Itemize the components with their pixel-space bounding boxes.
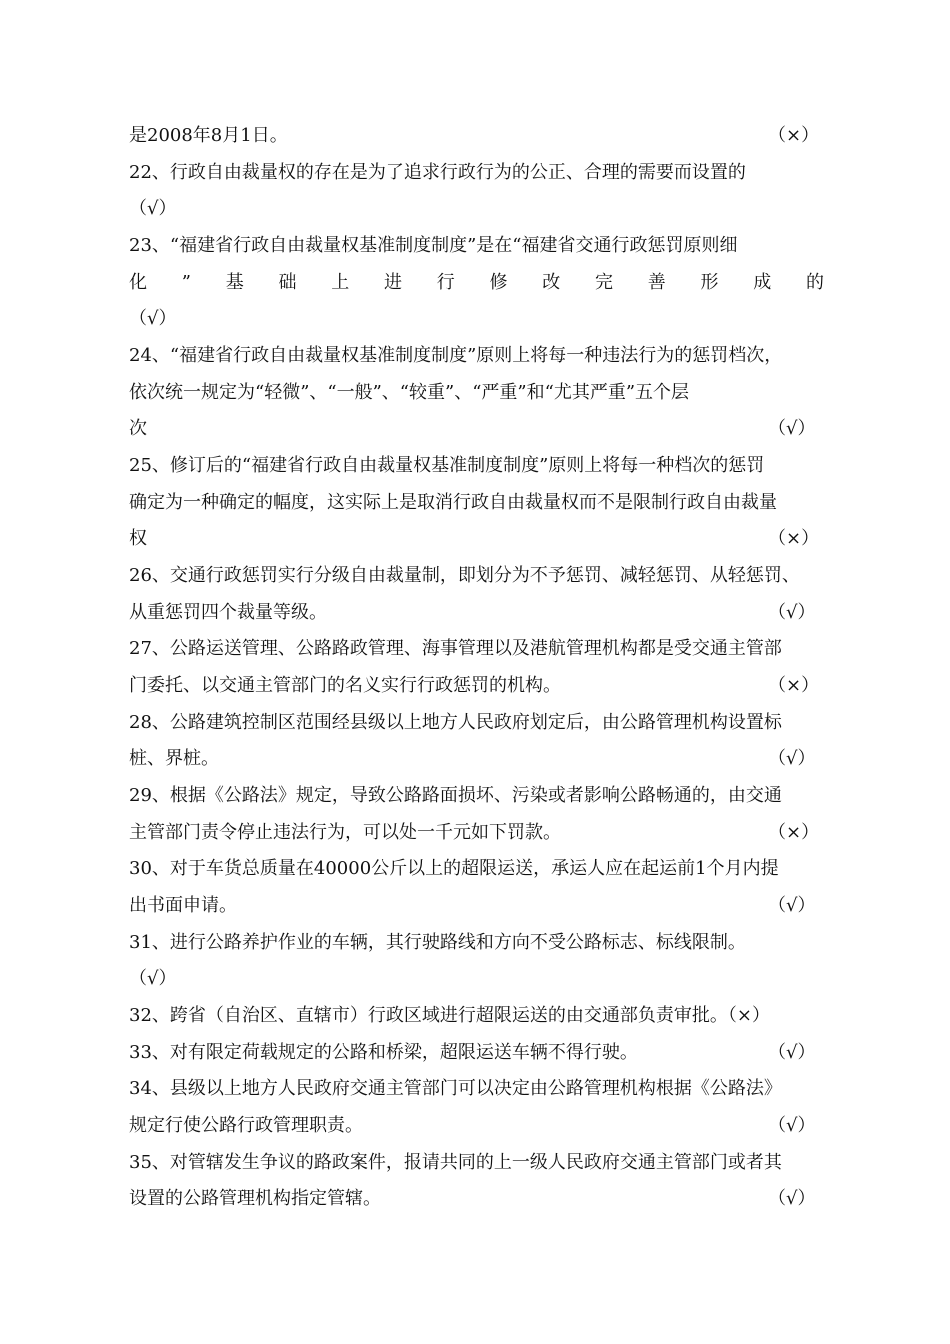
answer-mark: （×） xyxy=(768,822,820,843)
text-line: 桩、界桩。 xyxy=(129,748,219,769)
text-line: 设置的公路管理机构指定管辖。 xyxy=(129,1188,381,1209)
answer-mark: （√） xyxy=(768,1042,816,1063)
text-line: 权 xyxy=(129,528,147,549)
text-line: 门委托、以交通主管部门的名义实行行政惩罚的机构。 xyxy=(129,675,561,696)
answer-mark: （√） xyxy=(768,1188,816,1209)
text-line: 24、“福建省行政自由裁量权基准制度制度”原则上将每一种违法行为的惩罚档次， xyxy=(129,345,783,366)
text-line: 次 xyxy=(129,418,147,439)
answer-mark: （√） xyxy=(768,895,816,916)
text-line: （√） xyxy=(129,308,177,329)
text-line: 28、公路建筑控制区范围经县级以上地方人民政府划定后，由公路管理机构设置标 xyxy=(129,712,782,733)
text-line: 22、行政自由裁量权的存在是为了追求行政行为的公正、合理的需要而设置的 xyxy=(129,162,746,183)
text-line: 主管部门责令停止违法行为，可以处一千元如下罚款。 xyxy=(129,822,561,843)
answer-mark: （√） xyxy=(768,602,816,623)
answer-mark: （×） xyxy=(768,675,820,696)
answer-mark: （×） xyxy=(768,528,820,549)
text-line: 27、公路运送管理、公路路政管理、海事管理以及港航管理机构都是受交通主管部 xyxy=(129,638,782,659)
text-line: 31、进行公路养护作业的车辆，其行驶路线和方向不受公路标志、标线限制。 xyxy=(129,932,746,953)
text-line: 30、对于车货总质量在40000公斤以上的超限运送，承运人应在起运前1个月内提 xyxy=(129,858,779,879)
text-line: 从重惩罚四个裁量等级。 xyxy=(129,602,327,623)
text-line: 出书面申请。 xyxy=(129,895,237,916)
answer-mark: （√） xyxy=(768,1115,816,1136)
text-line: 规定行使公路行政管理职责。 xyxy=(129,1115,363,1136)
text-line-justified: 化 ” 基 础 上 进 行 修 改 完 善 形 成 的 xyxy=(129,272,824,293)
text-line: 25、修订后的“福建省行政自由裁量权基准制度制度”原则上将每一种档次的惩罚 xyxy=(129,455,765,476)
answer-mark: （√） xyxy=(768,418,816,439)
text-line: 26、交通行政惩罚实行分级自由裁量制，即划分为不予惩罚、减轻惩罚、从轻惩罚、 xyxy=(129,565,800,586)
text-line: 23、“福建省行政自由裁量权基准制度制度”是在“福建省交通行政惩罚原则细 xyxy=(129,235,738,256)
text-line: 29、根据《公路法》规定，导致公路路面损坏、污染或者影响公路畅通的，由交通 xyxy=(129,785,782,806)
text-line: （√） xyxy=(129,198,177,219)
text-line: 35、对管辖发生争议的路政案件，报请共同的上一级人民政府交通主管部门或者其 xyxy=(129,1152,782,1173)
text-line: 32、跨省（自治区、直辖市）行政区域进行超限运送的由交通部负责审批。（×） xyxy=(129,1005,770,1026)
text-line: 33、对有限定荷载规定的公路和桥梁，超限运送车辆不得行驶。 xyxy=(129,1042,638,1063)
text-line: 依次统一规定为“轻微”、“一般”、“较重”、“严重”和“尤其严重”五个层 xyxy=(129,382,690,403)
answer-mark: （×） xyxy=(768,125,820,146)
answer-mark: （√） xyxy=(768,748,816,769)
text-line: 确定为一种确定的幅度，这实际上是取消行政自由裁量权而不是限制行政自由裁量 xyxy=(129,492,777,513)
text-line: 是2008年8月1日。 xyxy=(129,125,288,146)
text-line: 34、县级以上地方人民政府交通主管部门可以决定由公路管理机构根据《公路法》 xyxy=(129,1078,782,1099)
text-line: （√） xyxy=(129,968,177,989)
